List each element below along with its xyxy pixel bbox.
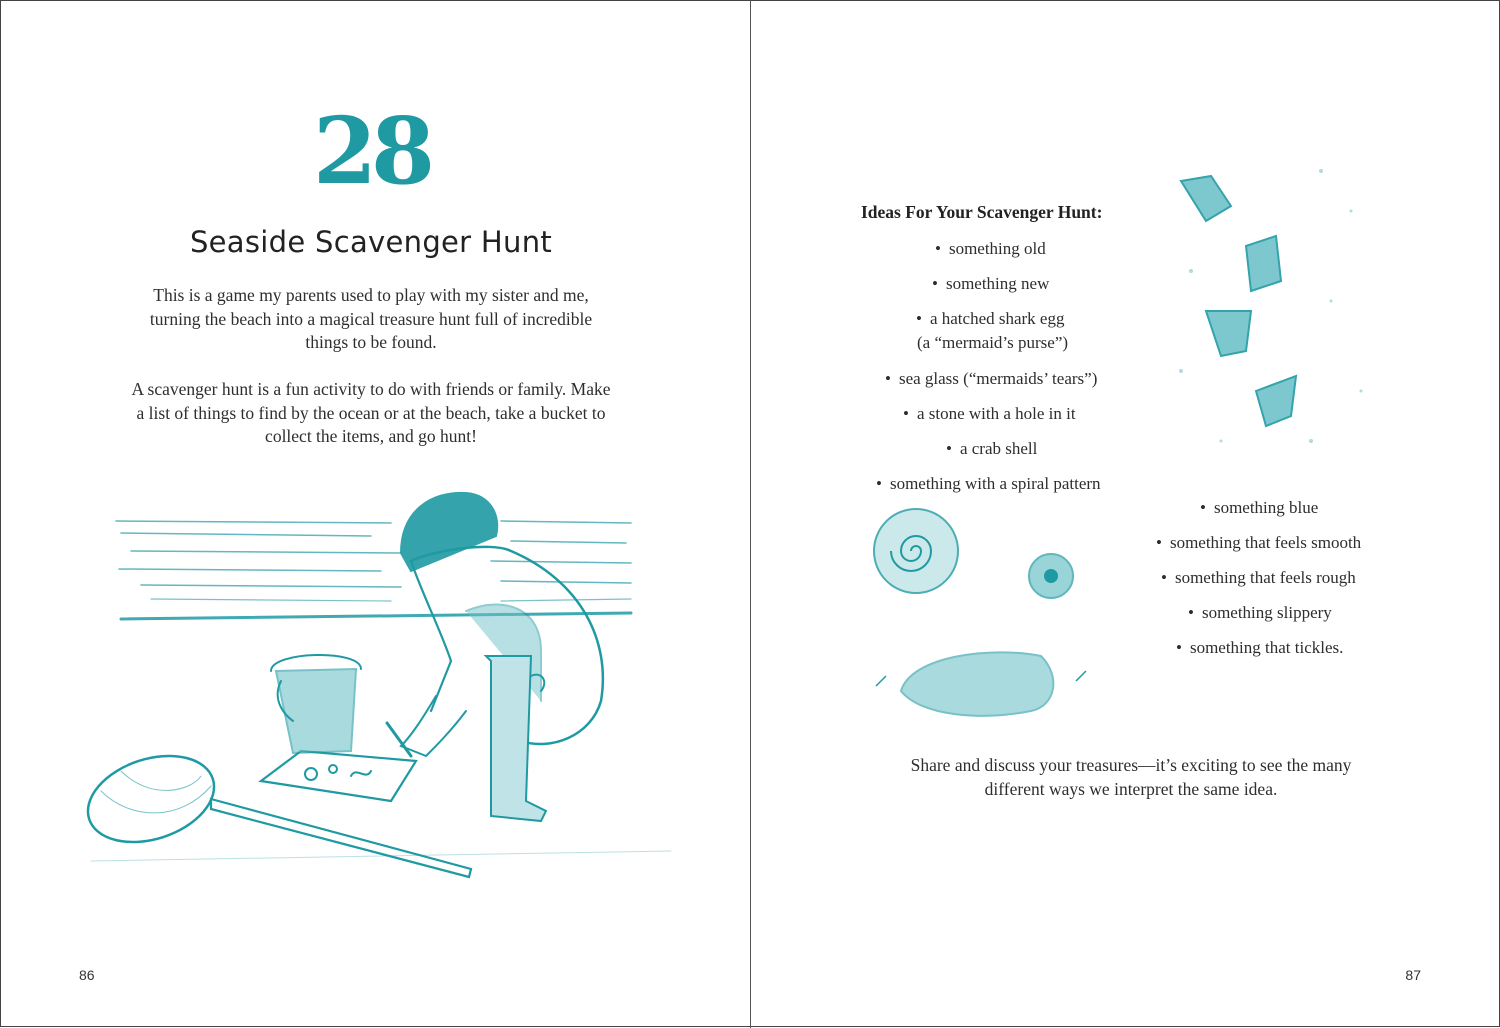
instructions-paragraph: A scavenger hunt is a fun activity to do with friends or family. Make a list of things to find by the ocean or at the beach, take a bucket to collect the items, and go hunt!: [131, 379, 611, 446]
page-number-right: 87: [1405, 967, 1421, 983]
closing-paragraph: Share and discuss your treasures—it’s exciting to see the many different ways we interpret the same idea.: [910, 755, 1352, 799]
shells-and-stones-icon: [861, 506, 1101, 736]
list-item: • sea glass (“mermaids’ tears”): [885, 369, 1098, 388]
list-item: • something old: [935, 239, 1046, 258]
list-item-continuation: (a “mermaid’s purse”): [917, 333, 1069, 352]
list-item: • something that feels smooth: [1156, 533, 1362, 552]
list-item: • something slippery: [1188, 603, 1332, 622]
list-item: • something new: [932, 274, 1050, 293]
list-item: • a crab shell: [946, 439, 1038, 458]
list-item: • a stone with a hole in it: [903, 404, 1076, 423]
chapter-number: 28: [312, 97, 430, 205]
left-page: [1, 1, 750, 1028]
list-item: • something with a spiral pattern: [876, 474, 1101, 493]
right-page: [751, 1, 1500, 1028]
list-item: • a hatched shark egg: [916, 309, 1065, 328]
page-number-left: 86: [79, 967, 95, 983]
intro-paragraph: This is a game my parents used to play with my sister and me, turning the beach into a magical treasure hunt full of incredible things to be found.: [149, 285, 593, 352]
chapter-title: Seaside Scavenger Hunt: [189, 225, 553, 259]
list-item: • something that feels rough: [1161, 568, 1356, 587]
list-item: • something that tickles.: [1176, 638, 1344, 657]
bird-footprints-icon: [1161, 151, 1401, 461]
list-item: • something blue: [1200, 498, 1319, 517]
beach-scene-illustration: [71, 481, 711, 901]
ideas-heading: Ideas For Your Scavenger Hunt:: [861, 202, 1103, 222]
